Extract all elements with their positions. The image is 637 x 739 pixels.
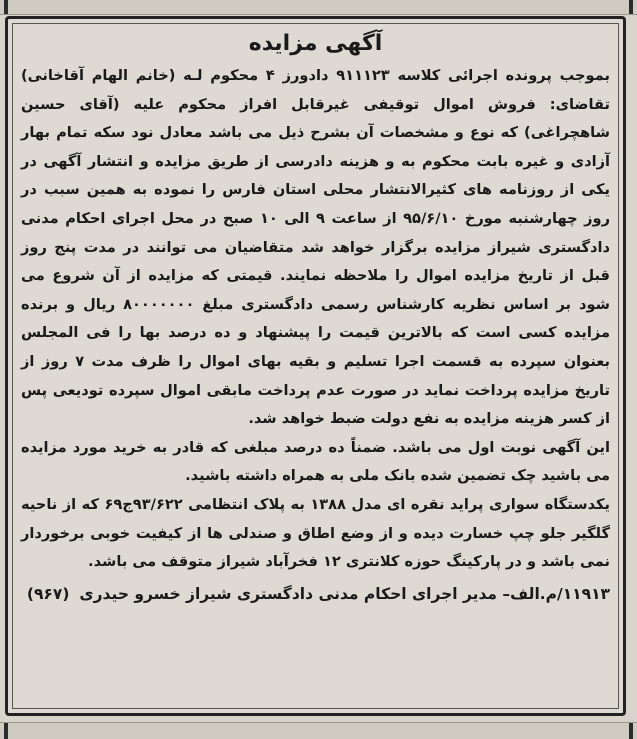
notice-signature: – مدیر اجرای احکام مدنی دادگستری شیراز خسرو حیدری bbox=[79, 584, 511, 603]
notice-title: آگهی مزایده bbox=[248, 31, 383, 56]
notice-vehicle-paragraph: یکدستگاه سواری پراید نقره ای مدل ۱۳۸۸ به پلاک انتظامی ۹۳/۶۲۲ج۶۹ که از ناحیه گلگیر جلو چپ خسارت دیده و از وضع اطاق و صندلی ها از کیفیت خوبی برخوردار نمی باشد و در پارکینگ حوزه کلانتری ۱۲ فخرآباد شیراز متوقف می باشد. bbox=[21, 495, 610, 571]
notice-main-paragraph: بموجب پرونده اجرائی کلاسه ۹۱۱۱۲۳ دادورز ۴ محکوم لـه (خانم الهام آقاخانی) تقاضای: فروش اموال توقیفی غیرقابل افراز محکوم علیه (آقای حسین شاهچراغی) که نوع و مشخصات آن بشرح ذیل می باشد معادل نود سکه تمام بهار آزادی و غیره بابت محکوم به و هزینه دادرسی از طریق مزایده و انتشار آگهی در یکی از روزنامه های کثیرالانتشار محلی استان فارس را نموده به همین سبب در روز چهارشنبه مورخ ۹۵/۶/۱۰ از ساعت ۹ الی ۱۰ صبح در محل اجرای احکام مدنی دادگستری شیراز مزایده برگزار خواهد شد متقاضیان می توانند در مدت پنج روز قبل از تاریخ مزایده اموال را ملاحظه نمایند. قیمتی که مزایده از آن شروع می شود بر اساس نظریه کارشناس رسمی دادگستری مبلغ ۸۰۰۰۰۰۰۰ ریال و برنده مزایده کسی است که بالاترین قیمت را پیشنهاد و ده درصد بها را فی المجلس بعنوان سپرده به قسمت اجرا تسلیم و بقیه بهای اموال را ظرف مدت ۷ روز از تاریخ مزایده پرداخت نماید در صورت عدم پرداخت مابقی اموال سپرده تودیعی پس از کسر هزینه مزایده به نفع دولت ضبط خواهد شد. bbox=[21, 67, 610, 428]
notice-frame bbox=[5, 16, 626, 716]
notice-first-round-paragraph: این آگهی نوبت اول می باشد. ضمناً ده درصد مبلغی که قادر به خرید مورد مزایده می باشید چک تضمین شده بانک ملی به همراه داشته باشید. bbox=[21, 438, 610, 485]
notice-body bbox=[12, 23, 619, 709]
notice-reference: ۱۱۹۱۳/م.الف bbox=[510, 584, 610, 603]
bottom-page-strip bbox=[0, 722, 637, 739]
top-strip-right-mark bbox=[629, 0, 633, 14]
top-strip-left-mark bbox=[4, 0, 8, 14]
bottom-strip-left-mark bbox=[4, 723, 8, 739]
top-page-strip bbox=[0, 0, 637, 15]
notice-footer bbox=[21, 579, 610, 609]
notice-code: (۹۶۷) bbox=[26, 584, 70, 603]
bottom-strip-right-mark bbox=[629, 723, 633, 739]
